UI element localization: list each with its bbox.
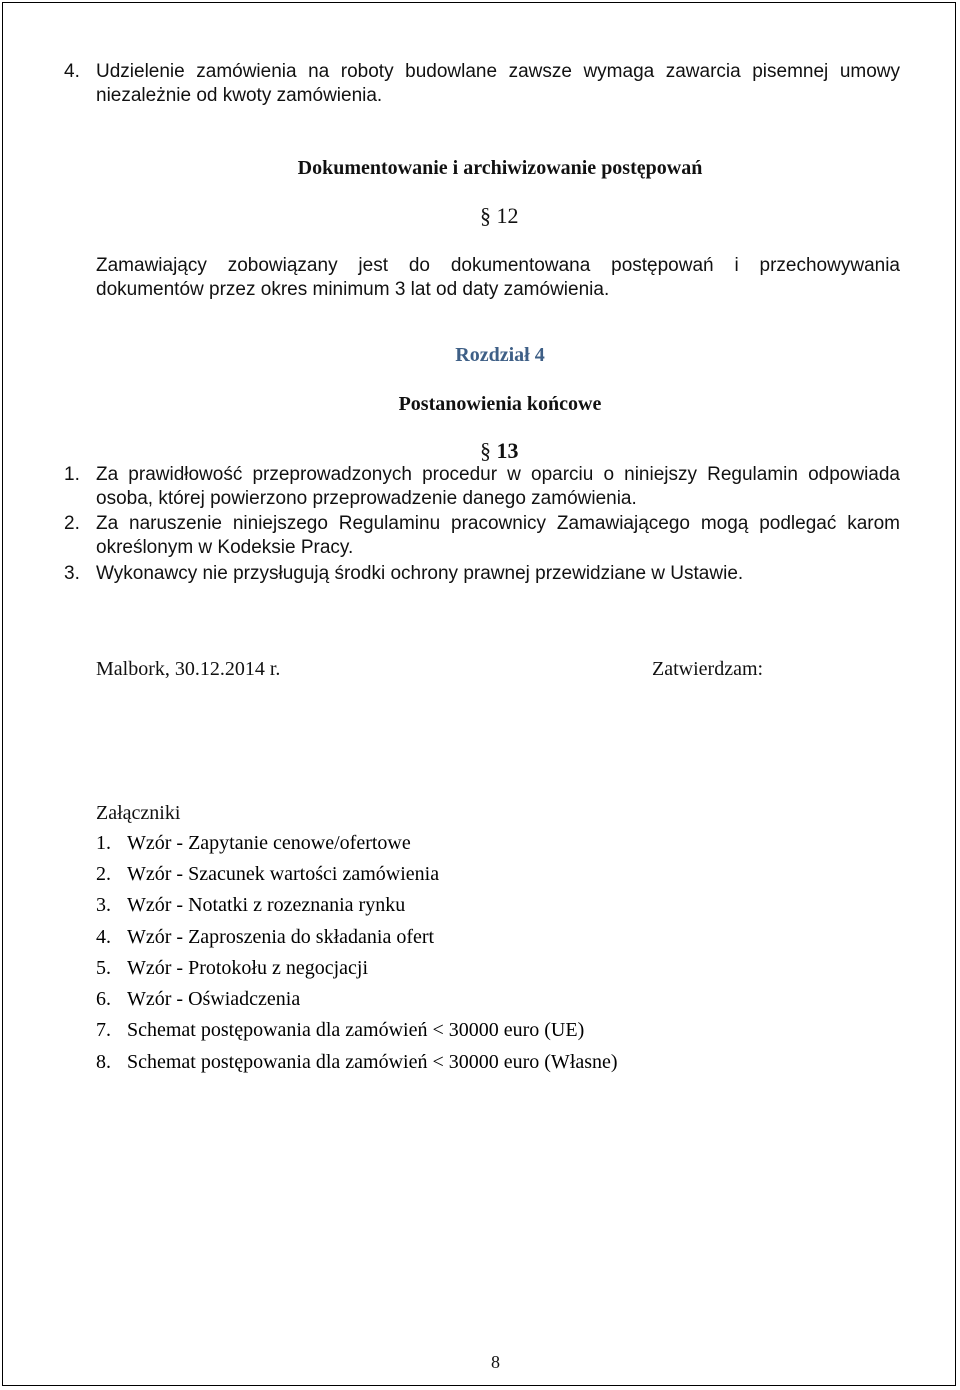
list-item-number: 2. [96,863,111,885]
document-page [2,2,956,1386]
list-item-number: 3. [64,563,80,584]
page-number: 8 [491,1352,500,1372]
chapter-heading: Postanowienia końcowe [398,393,602,415]
list-item-text: Udzielenie zamówienia na roboty budowlane zawsze wymaga zawarcia pisemnej umowy niezależnie od kwoty zamówienia. [96,61,900,106]
list-item-text: Wykonawcy nie przysługują środki ochrony prawnej przewidziane w Ustawie. [96,563,744,584]
paragraph-number: 13 [496,438,519,463]
list-item-number: 7. [96,1019,111,1041]
list-item-text: Schemat postępowania dla zamówień < 30000 euro (UE) [127,1019,585,1041]
list-item-number: 3. [96,894,111,916]
list-item-text: Wzór - Notatki z rozeznania rynku [127,894,406,916]
list-item-number: 6. [96,988,111,1010]
list-item-number: 2. [64,513,80,534]
list-item-text: Wzór - Oświadczenia [127,988,301,1010]
documentation-paragraph: Zamawiający zobowiązany jest do dokumentowana postępowań i przechowywania dokumentów przez okres minimum 3 lat od daty zamówienia. [96,255,900,300]
attachments-title: Załączniki [96,802,181,824]
list-item-text: Wzór - Szacunek wartości zamówienia [127,863,440,885]
paragraph-mark-12 [480,203,519,229]
list-item-number: 4. [96,926,111,948]
list-item-text: Za prawidłowość przeprowadzonych procedur w oparciu o niniejszy Regulamin odpowiada osoba, której powierzono przeprowadzenie danego zamówienia. [96,464,900,509]
paragraph-number: 12 [496,203,519,228]
list-item-number: 1. [64,464,80,485]
approval-label: Zatwierdzam: [652,658,764,680]
section-heading-documentation: Dokumentowanie i archiwizowanie postępowań [297,157,703,179]
list-item-number: 8. [96,1051,111,1073]
list-item-number: 1. [96,832,111,854]
section-symbol: § [480,203,491,228]
list-item-text: Schemat postępowania dla zamówień < 30000 euro (Własne) [127,1051,618,1073]
chapter-title: Rozdział 4 [455,344,545,366]
list-item-text: Za naruszenie niniejszego Regulaminu pracownicy Zamawiającego mogą podlegać karom określonym w Kodeksie Pracy. [96,513,900,558]
section-symbol: § [480,438,491,463]
paragraph-mark-13 [480,438,519,464]
list-item-number: 4. [64,61,80,82]
list-item-text: Wzór - Zapytanie cenowe/ofertowe [127,832,411,854]
place-date: Malbork, 30.12.2014 r. [96,658,281,680]
list-item-text: Wzór - Protokołu z negocjacji [127,957,369,979]
list-item-number: 5. [96,957,111,979]
list-item-text: Wzór - Zaproszenia do składania ofert [127,926,435,948]
